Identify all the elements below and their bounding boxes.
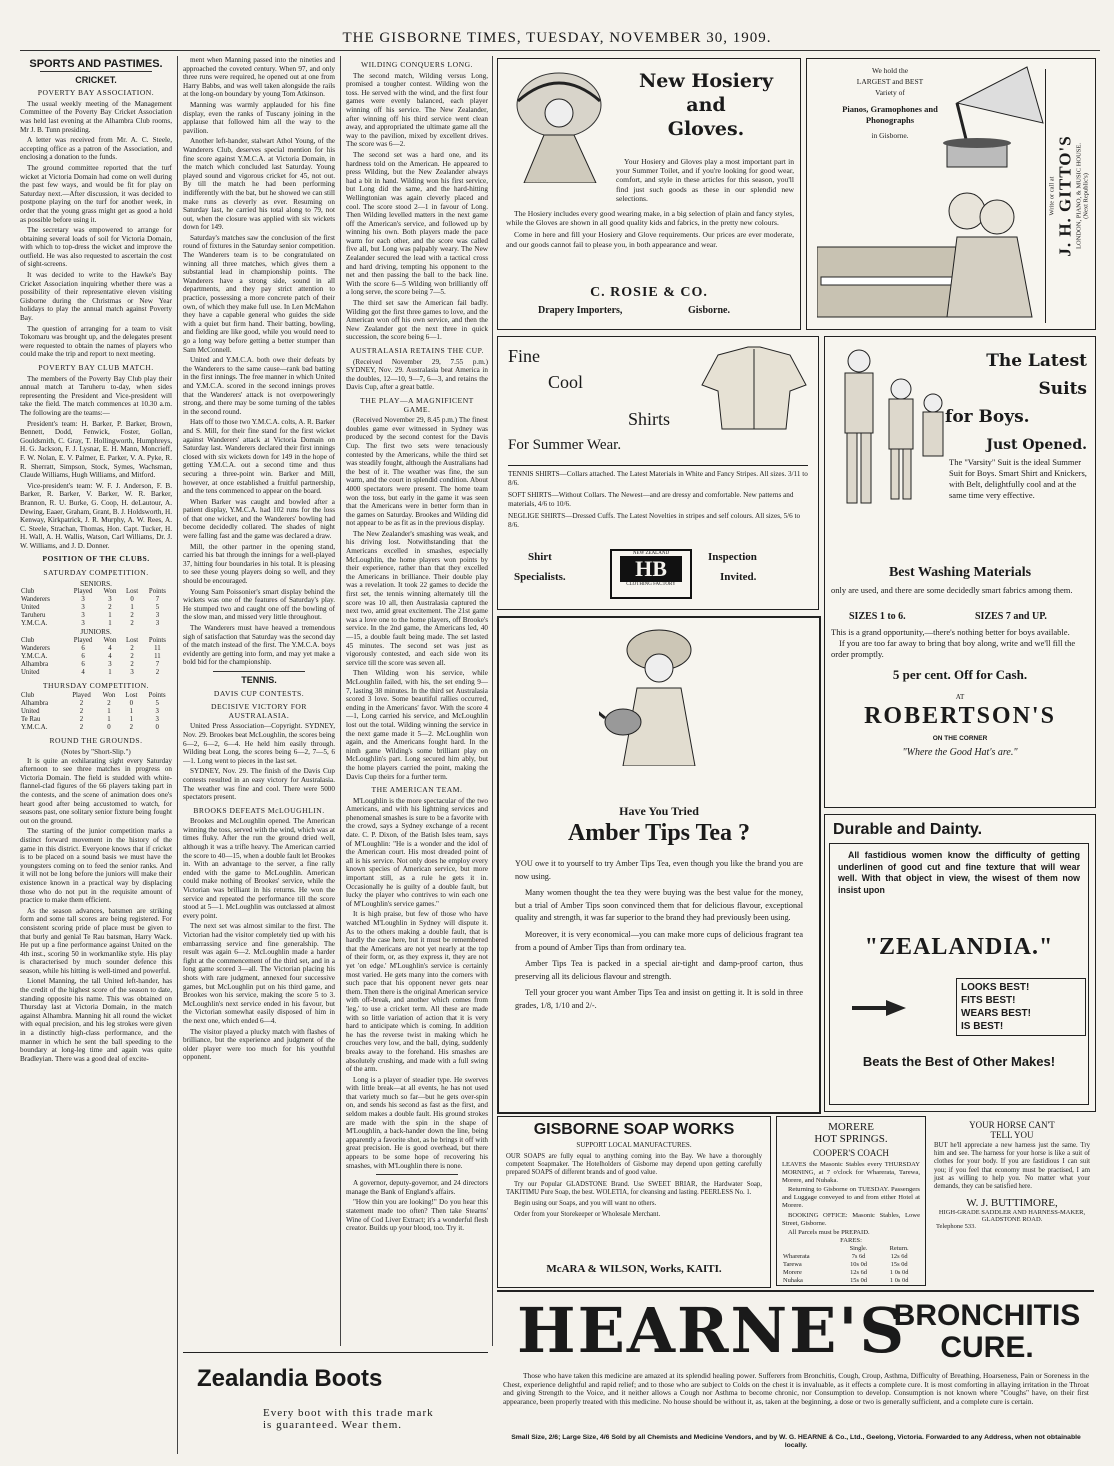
ad-text: BUT he'll appreciate a new harness just the same. Try him and see. The harness for your horse is like a suit of clothes for your body. If you are fastidious I can suit you; if you feel that economy must be practised, I am just as willing to help you. No matter what your demands, they can be satisfied here. bbox=[934, 1142, 1090, 1191]
ad-text: Your Hosiery and Gloves play a most important part in your Summer Toilet, and if you're looking for good wear, comfort, and style in these articles for this season, you'll find just such goods as these in our splendid new selections. bbox=[616, 157, 794, 203]
thursday-heading: THURSDAY COMPETITION. bbox=[42, 680, 150, 690]
ad-text: The Hosiery includes every good wearing make, in a big selection of plain and fancy styles, while the Gloves are shown in all good quality kids and fabrics, in the pretty new colours. bbox=[506, 209, 794, 228]
column-rule bbox=[177, 56, 178, 1454]
ad-title: Amber Tips Tea ? bbox=[567, 820, 751, 846]
ad-title: Durable and Dainty. bbox=[833, 821, 983, 838]
ad-text: 5 per cent. Off for Cash. bbox=[892, 667, 1028, 682]
table-header-row bbox=[782, 1245, 920, 1253]
table-cell: Alhambra bbox=[21, 700, 49, 708]
juniors-heading: JUNIORS. bbox=[80, 628, 112, 637]
table-header-cell: Lost bbox=[125, 692, 138, 700]
table-cell: 6 bbox=[81, 660, 85, 668]
ad-firm: McARA & WILSON, Works, KAITI. bbox=[546, 1263, 722, 1275]
ad-soap bbox=[497, 1116, 771, 1288]
column-2 bbox=[183, 56, 335, 1346]
table-cell: 3 bbox=[108, 660, 112, 668]
ad-text: Inspection bbox=[708, 551, 757, 563]
ad-text: LONDON, PIANO, & MUSIC HOUSE. bbox=[1075, 143, 1083, 249]
ad-text: YOU owe it to yourself to try Amber Tips Tea, even though you like the brand you are now using. bbox=[515, 859, 803, 881]
article-paragraph: "How thin you are looking!" Do you hear this statement made too often? Then take Stearns' Wine of Cod Liver Extract; it's a wonderful flesh creator. Builds up your blood, too. Try it. bbox=[346, 1198, 488, 1233]
table-cell: 4 bbox=[108, 644, 112, 652]
table-header-cell: Points bbox=[148, 588, 166, 596]
ad-text: IS BEST! bbox=[961, 1021, 1004, 1032]
table-cell: 0 bbox=[129, 700, 134, 708]
hosiery-lady-icon bbox=[504, 65, 614, 183]
table-row bbox=[20, 708, 172, 716]
article-paragraph: President's team: H. Barker, P. Barker, Brown, Bennett, Dodd, Fenwick, Foster, Gollan, Gouldsmith, C. Gray, T. Hollingworth, Humphreys, H. G. Jackson, F. J. Lysnar, E. H. Mann, Moncrieff, F. W. Nolan, E. V. Palmer, E. Parker, V. A. Pyke, R. R. Sherratt, Simpson, Stock, Symes, Wachsman, Claude Williams, Hugh Williams, and Mitford. bbox=[20, 419, 172, 480]
table-cell: 7s 6d bbox=[851, 1252, 866, 1260]
table-header-row bbox=[20, 637, 172, 645]
ad-text: FITS BEST! bbox=[961, 995, 1016, 1006]
ad-text: Specialists. bbox=[514, 571, 566, 583]
table-header-cell: Won bbox=[103, 588, 117, 596]
divider bbox=[213, 671, 305, 672]
ad-firm: W. J. BUTTIMORE, bbox=[966, 1197, 1058, 1210]
ad-text: LEAVES the Masonic Stables every THURSDAY MORNING, at 7 o'clock for Wharerata, Tarewa, Morere, and Nuhaka. bbox=[782, 1161, 920, 1184]
round-heading: ROUND THE GROUNDS. bbox=[49, 736, 143, 746]
davis-heading: DAVIS CUP CONTESTS. bbox=[213, 688, 305, 698]
table-cell: 2 bbox=[79, 716, 84, 724]
column-1 bbox=[20, 56, 172, 1454]
article-paragraph: The second match, Wilding versus Long, promised a tougher contest. Wilding won the toss. He served with the wind, and the first four games were evenly balanced, each player winning off his service. The New Zealander, after winning off his third service went clean away, and appropriated the ultimate game all the way to the pavilion, mixed by excellent drives. The score was 6—2. bbox=[346, 71, 488, 149]
table-cell: 15s 0d bbox=[850, 1276, 867, 1284]
ad-text: All Parcels must be PREPAID. bbox=[788, 1229, 870, 1237]
table-cell: 1 0s 0d bbox=[889, 1268, 909, 1276]
ad-title: Zealandia Boots bbox=[197, 1365, 383, 1392]
ad-text: Pianos, Gramophones and bbox=[842, 104, 938, 114]
table-row bbox=[20, 653, 172, 661]
table-cell: 12s 6d bbox=[890, 1252, 908, 1260]
ad-text: Phonographs bbox=[865, 115, 915, 125]
article-paragraph: ment when Manning passed into the nineties and approached the coveted century. When 97, and only three runs were required, he opened out at one from Harry Babbs, and was well taken alongside the rails at the long-on boundary by young Tom Atkinson. bbox=[183, 56, 335, 99]
logo-text: HB bbox=[620, 556, 682, 582]
ad-title: for Boys. bbox=[945, 407, 1030, 427]
article-paragraph: Brookes and McLoughlin opened. The American winning the toss, served with the wind, which was at times fluky. After the run the ground dried well, although it was a trifle heavy. The American carried the score to 40—15, when a double fault let Brookes in. With an advantage to the server, a fine rally ended with the game to McLoughlin. American could make nothing of Brookes' service, while the Victorian was brilliant in his returns. He won the service and repeated the performance till the score stood at 5—1. McLoughlin was outclassed at almost every point. bbox=[183, 817, 335, 920]
team-heading: THE AMERICAN TEAM. bbox=[371, 785, 463, 795]
table-row bbox=[20, 620, 172, 628]
article-paragraph: The secretary was empowered to arrange for obtaining several loads of soil for Victoria Domain, with which to top-dress the wicket and improve the outfield. He was also requested to ascertain the cost of sight-screens. bbox=[20, 226, 172, 269]
ad-gitto bbox=[806, 58, 1096, 330]
table-header-cell: Club bbox=[21, 692, 35, 700]
table-cell: 2 bbox=[130, 652, 134, 660]
table-cell: Tarewa bbox=[783, 1260, 802, 1268]
ad-title: Shirts bbox=[628, 409, 671, 429]
wilding-heading: WILDING CONQUERS LONG. bbox=[360, 60, 474, 69]
ad-text: Telephone 533. bbox=[936, 1223, 976, 1231]
ad-text: Try our Popular GLADSTONE Brand. Use SWEET BRIAR, the Hardwater Soap, TAKITIMU Pure Soap, the best. WOLETIA, for cleansing and lasting. PEERLESS No. 1. bbox=[506, 1180, 762, 1196]
table-cell: 2 bbox=[129, 724, 134, 732]
ad-text: SIZES 7 and UP. bbox=[975, 611, 1047, 622]
article-paragraph: United and Y.M.C.A. both owe their defeats by the Wanderers to the same cause—rank bad batting in the first innings. The free manner in which United and Y.M.C.A. scored in the second innings proves that the Wanderers' attack is not overpoweringly strong, and there may be some turning of the tables in the second round. bbox=[183, 356, 335, 416]
article-paragraph: It was decided to write to the Hawke's Bay Cricket Association inquiring whether there was a possibility of their representative eleven visiting Gisborne during the Christmas or New Year holidays to play the annual match against Poverty Bay. bbox=[20, 271, 172, 323]
ad-text: SOFT SHIRTS—Without Collars. The Newest—and are dressy and comfortable. New patterns and materials, 4/6 to 10/6. bbox=[508, 491, 794, 508]
ad-hosiery bbox=[497, 58, 801, 330]
table-row bbox=[20, 596, 172, 604]
table-cell: 2 bbox=[130, 660, 134, 668]
ad-text: Come in here and fill your Hosiery and Glove requirements. Our prices are ever moderate, and our goods cannot fail to please you, in both appearance and wear. bbox=[506, 230, 794, 249]
article-paragraph: The New Zealander's smashing was weak, and his driving lost. Notwithstanding that the Americans excelled in smashes, especially McLoughlin, the home players won points by their experience, rather than that they excelled the Americans in brilliance. Their double play was a revelation. It took 22 games to decide the first set, the tennis winning alternately till the score was 10 all, then Australasia captured the next two, amid great excitement. The 21st game was a love one to the home players, off Brooke's service. In the 2nd game, the Americans led, 40—15, a double fault being made. The set lasted 45 minutes. The second set was just as vigorously contested, and each side won its service till the score was seven all. bbox=[346, 529, 488, 667]
ad-text: NEGLIGE SHIRTS—Dressed Cuffs. The Latest Novelties in stripes and self colours. All sizes, 5/6 to 8/6. bbox=[508, 512, 801, 529]
table-row bbox=[782, 1253, 920, 1261]
australasia-heading: AUSTRALASIA RETAINS THE CUP. bbox=[350, 346, 484, 355]
tennis-heading: TENNIS. bbox=[241, 674, 277, 685]
table-cell: 3 bbox=[155, 620, 160, 628]
ad-heading: TELL YOU bbox=[990, 1130, 1034, 1140]
table-cell: 5 bbox=[155, 604, 160, 612]
ad-text: SUPPORT LOCAL MANUFACTURES. bbox=[576, 1141, 692, 1149]
table-cell: United bbox=[21, 668, 40, 676]
table-header-cell: Lost bbox=[126, 588, 139, 596]
article-paragraph: The members of the Poverty Bay Club play their annual match at Taruheru to-day, when sides representing the President and Vice-president will take the field. The match commences at 10.30 a.m. The following are the teams:— bbox=[20, 374, 172, 417]
article-paragraph: SYDNEY, Nov. 29. The finish of the Davis Cup contests resulted in an easy victory for Australasia. The weather was fine and cool. There were 5000 spectators present. bbox=[183, 767, 335, 802]
piano-couple-icon bbox=[817, 177, 1041, 323]
table-cell: 0 bbox=[155, 724, 159, 732]
brookes-heading: BROOKS DEFEATS McLOUGHLIN. bbox=[193, 805, 325, 815]
article-paragraph: Mill, the other partner in the opening stand, carried his bat through the innings for a well-played 37, hitting four boundaries in his total. It is pleasing to see these young players doing so well, and they should be encouraged. bbox=[183, 542, 335, 586]
table-cell: 5 bbox=[155, 700, 159, 708]
article-paragraph: A letter was received from Mr. A. C. Steele, accepting office as a patron of the Association, and enclosing a donation to the funds. bbox=[20, 136, 172, 162]
article-paragraph: Hats off to those two Y.M.C.A. colts, A. R. Barker and S. Mill, for their fine stand for the first wicket against Wanderers' attack at Victoria Domain on Saturday last. Wanderers declared their first innings closed with six wickets down for 149 in the hope of getting Y.M.C.A. out a second time and thus securing a three-point win. Barker and Mill, however, at once established a fruitful partnership, and the tens commenced to appear on the board. bbox=[183, 418, 335, 496]
ad-text: Tell your grocer you want Amber Tips Tea and insist on getting it. It is sold in three grades, 1/8, 1/10 and 2/-. bbox=[515, 988, 803, 1010]
table-cell: 3 bbox=[155, 708, 159, 716]
table-cell: 1 0s 0d bbox=[889, 1276, 909, 1284]
ad-text: Small Size, 2/6; Large Size, 4/6 Sold by all Chemists and Medicine Vendors, and by W. G. HEARNE & Co., Ltd., Geelong, Victoria. Forwarded to any Address, when not obtainable locally. bbox=[511, 1434, 1081, 1449]
pbc-heading: POVERTY BAY CLUB MATCH. bbox=[38, 363, 154, 372]
table-cell: 6 bbox=[81, 644, 85, 652]
ad-text: Returning to Gisborne on TUESDAY. Passengers and Luggage conveyed to and from either Hotel at Morere. bbox=[782, 1186, 920, 1209]
table-cell: Alhambra bbox=[21, 660, 49, 668]
article-paragraph: The next set was almost similar to the first. The Victorian had the visitor completely tied up with his embarrassing service and fine generalship. The result was again 6—2. McLoughlin made a harder fight at the commencement of the third set, and in a long game scored 3—all. The Victorian placing his shots with rare judgment, annexed four successive games, but McLoughlin put on his third game, and Brookes won his service, making the score 5 to 3. McLoughlin's next service ended in his favour, but the Victorian somewhat easily disposed of him in the next one, which ended 6—4. bbox=[183, 922, 335, 1025]
table-header-cell: Points bbox=[148, 636, 166, 644]
table-cell: 1 bbox=[130, 604, 134, 612]
logo-text: CLOTHING FACTORY bbox=[626, 582, 676, 587]
table-cell: Y.M.C.A. bbox=[21, 652, 48, 660]
table-header-cell bbox=[782, 1245, 839, 1253]
table-cell: 3 bbox=[108, 596, 112, 604]
table-cell: 1 bbox=[108, 668, 112, 676]
ad-text: BOOKING OFFICE: Masonic Stables, Lowe Street, Gisborne. bbox=[782, 1211, 920, 1227]
table-row bbox=[20, 661, 172, 669]
ad-title: Just Opened. bbox=[986, 437, 1087, 453]
table-cell: 7 bbox=[155, 660, 160, 668]
ad-heading: COOPER'S COACH bbox=[813, 1148, 889, 1158]
divider bbox=[40, 71, 152, 72]
table-cell: 3 bbox=[130, 668, 134, 676]
ad-text: Many women thought the tea they were buying was the best value for the money, but a trial of Amber Tips soon convinced them that for delicious flavour, exceptional quality and strength, it was far superior to the brand they had previously been using. bbox=[515, 888, 803, 923]
table-header-cell: Lost bbox=[126, 636, 139, 644]
thursday-table bbox=[20, 692, 172, 732]
table-header-cell: Club bbox=[21, 636, 35, 644]
table-header-cell: Won bbox=[103, 636, 117, 644]
ad-text: HIGH-GRADE SADDLER AND HARNESS-MAKER, bbox=[938, 1209, 1086, 1217]
table-row bbox=[20, 669, 172, 677]
ad-text: AT bbox=[955, 693, 965, 701]
column-rule bbox=[340, 56, 341, 1346]
ad-text: Write or call at bbox=[1048, 176, 1056, 216]
article-paragraph: Manning was warmly applauded for his fine display, even the ranks of Tuscany joining in the applause that followed him all the way to the pavilion. bbox=[183, 100, 335, 135]
ad-text: Begin using our Soaps, and you will want no others. bbox=[514, 1200, 657, 1208]
article-paragraph: As the season advances, batsmen are striking form and some tall scores are being registered. For consistent scoring pride of place must be given to that burly and genial Te Rau batsman, Harry Wack. He put up a fine performance against United on the 4th inst., scoring 50 in workmanlike style. His play is characterised by much sounder defence this season, while his hitting is well-timed and powerful. bbox=[20, 906, 172, 975]
table-cell: 15s 0d bbox=[890, 1260, 908, 1268]
table-cell: Nuhaka bbox=[783, 1276, 803, 1284]
table-cell: 2 bbox=[79, 708, 84, 716]
table-cell: 2 bbox=[130, 620, 134, 628]
ad-text: is guaranteed. Wear them. bbox=[263, 1419, 403, 1431]
saturday-heading: SATURDAY COMPETITION. bbox=[43, 568, 149, 578]
ad-title: The Latest Suits bbox=[986, 351, 1087, 399]
ad-text: Those who have taken this medicine are amazed at its splendid healing power. Sufferers from Bronchitis, Cough, Croup, Asthma, Difficulty of Breathing, Hoarseness, Pain or Soreness in the Chest, experience delightful and rapid relief; and to those who are subject to Colds on the chest it is invaluable, as it effects a complete cure. It is most comforting in allaying irritation in the Throat and giving Strength to the Voice, and it neither allows a Cough nor Asthma to become chronic, nor Consumption to develop. Consumption is not known where "Coughs" have, on their first appearance, been properly treated with this medicine. No house should be without it, as, taken at the beginning, a dose or two is generally sufficient, and a complete cure is certain. bbox=[503, 1371, 1089, 1406]
ad-firm: ROBERTSON'S bbox=[864, 703, 1056, 729]
table-header-row bbox=[20, 692, 172, 700]
table-cell: Taruheru bbox=[21, 612, 46, 620]
ad-title: CURE. bbox=[940, 1331, 1034, 1364]
table-cell: Wanderers bbox=[21, 644, 50, 652]
table-cell: Y.M.C.A. bbox=[21, 620, 48, 628]
table-cell: 3 bbox=[81, 596, 85, 604]
table-header-cell: Played bbox=[73, 588, 93, 596]
table-cell: Y.M.C.A. bbox=[21, 724, 48, 732]
table-header-cell: Played bbox=[73, 636, 93, 644]
ad-text: Order from your Storekeeper or Wholesale Merchant. bbox=[514, 1211, 661, 1219]
ad-text: Variety of bbox=[875, 88, 905, 97]
ad-footer: Gisborne. bbox=[688, 305, 730, 316]
ad-heading: YOUR HORSE CAN'T bbox=[969, 1120, 1055, 1130]
article-paragraph: It is high praise, but few of those who have watched M'Loughlin in Sydney will dispute it. As to the others making a double fault, that is hardly the case here, but it must be remembered that the Americans are not yet nearly at the top of their form, or, as they express it, they are not yet 'on edge.' M'Loughlin's service is certainly most varied. He gets many into the corners with such pace that his opponent never gets near them. Then there is the original American service with off-break, and another which comes from 'leg,' to use a cricket term. All these are made with so little variation of action that it is very hard to anticipate which is coming. In addition he has the reverse twist in making which he crouches very low, and the ball, dying, suddenly breaks away to the forehand. His smashes are absolutely crushing, and made with a full swing of the arm. bbox=[346, 910, 488, 1074]
table-cell: 3 bbox=[155, 716, 159, 724]
table-row bbox=[20, 716, 172, 724]
table-row bbox=[20, 604, 172, 612]
seniors-table bbox=[20, 588, 172, 628]
table-cell: 2 bbox=[107, 700, 111, 708]
article-paragraph: A governor, deputy-governor, and 24 directors manage the Bank of England's affairs. bbox=[346, 1179, 488, 1196]
ad-text: SIZES 1 to 6. bbox=[849, 611, 906, 622]
table-header-cell: Played bbox=[72, 692, 91, 700]
ad-footer: Drapery Importers, bbox=[538, 305, 623, 316]
table-cell: 12s 6d bbox=[850, 1268, 867, 1276]
ad-firm: C. ROSIE & CO. bbox=[590, 285, 708, 300]
column-3 bbox=[346, 56, 488, 1346]
ad-title: and bbox=[686, 94, 726, 116]
gitto-side-panel bbox=[1045, 69, 1092, 323]
table-cell: United bbox=[21, 708, 40, 716]
table-cell: 7 bbox=[155, 596, 160, 604]
section-heading: SPORTS AND PASTIMES. bbox=[29, 58, 163, 70]
table-cell: 3 bbox=[81, 620, 85, 628]
table-header-cell: Points bbox=[148, 692, 166, 700]
ad-text: Beats the Best of Other Makes! bbox=[862, 1054, 1056, 1069]
ad-heading: Best Washing Materials bbox=[888, 565, 1032, 580]
ad-text: (Next Republic's) bbox=[1082, 173, 1090, 219]
ad-text: LOOKS BEST! bbox=[961, 982, 1030, 993]
ad-title: HEARNE'S bbox=[517, 1294, 907, 1367]
table-cell: 4 bbox=[108, 652, 112, 660]
article-paragraph: The usual weekly meeting of the Management Committee of the Poverty Bay Cricket Association was held last evening at the Alhambra Club rooms, Mr J. B. Tunn presiding. bbox=[20, 99, 172, 134]
masthead-rule bbox=[20, 50, 1100, 51]
ad-heading: Have You Tried bbox=[619, 804, 699, 818]
article-paragraph: The ground committee reported that the turf wicket at Victoria Domain had come on well during the past few ways, and would be fit for play on Saturday next.—After discussion, it was decided to postpone playing on the turf for another week, in order that the young grass might get as good a hold as possible before using it. bbox=[20, 163, 172, 224]
table-cell: United bbox=[21, 604, 40, 612]
table-cell: 2 bbox=[130, 612, 134, 620]
ad-zealandia bbox=[824, 814, 1096, 1112]
ad-text: This is a grand opportunity,—there's nothing better for boys available. bbox=[831, 627, 1070, 637]
ad-text: WEARS BEST! bbox=[961, 1008, 1031, 1019]
ad-text: TENNIS SHIRTS—Collars attached. The Latest Materials in White and Fancy Stripes. All sizes. 3/11 to 8/6. bbox=[508, 470, 808, 487]
teapot-lady-icon bbox=[599, 626, 719, 766]
ad-text: If you are too far away to bring that boy along, write and we'll fill the order promptly. bbox=[831, 638, 1076, 659]
table-row bbox=[782, 1261, 920, 1269]
table-cell: 2 bbox=[108, 604, 112, 612]
ad-text: Shirt bbox=[528, 551, 552, 563]
ad-title: Fine bbox=[508, 346, 541, 366]
table-cell: 3 bbox=[81, 604, 85, 612]
table-cell: 11 bbox=[154, 644, 161, 652]
table-cell: Wanderers bbox=[21, 596, 50, 604]
fares-heading: FARES: bbox=[840, 1237, 862, 1245]
article-paragraph: It is quite an exhilarating sight every Saturday afternoon to see three matches in progress on Victoria Domain. The field is studded with white-flannel-clad figures of the 66 players taking part in the contests, and the scene of animation does one's heart good after being accustomed to watch, for seasons past, one solitary senior fixture being fought out on the ground. bbox=[20, 756, 172, 825]
table-cell: Te Rau bbox=[21, 716, 41, 724]
table-header-cell: Club bbox=[21, 588, 35, 596]
table-row bbox=[20, 645, 172, 653]
ad-title: Gloves. bbox=[667, 118, 745, 140]
article-paragraph: When Barker was caught and bowled after a patient display, Y.M.C.A. had 102 runs for the loss of that one wicket, and the Wanderers' bowling had become decidedly collared. The shades of night were falling fast and the game was declared a draw. bbox=[183, 497, 335, 541]
juniors-table bbox=[20, 637, 172, 677]
ad-text: Every boot with this trade mark bbox=[263, 1407, 434, 1419]
ad-text: Moreover, it is very economical—you can make more cups of delicious fragrant tea from a pound of Amber Tips than from ordinary tea. bbox=[515, 929, 803, 952]
article-paragraph: The question of arranging for a team to visit Tokomaru was brought up, and the delegates present were requested to obtain the names of players who could make the trip and report to next meeting. bbox=[20, 324, 172, 359]
table-row bbox=[20, 724, 172, 732]
article-paragraph: Lionel Manning, the tall United left-hander, has the credit of the highest score of the season to date, standing opposite his name. This was obtained on Thursday last at Victoria Domain, in the match against Alhambra. Manning hit all round the wicket with equal precision, and his leg strokes were given in a distinctly high-class performance, and the manner in which he sent the ball speeding to the boundary at long-leg time and again was quite Bradleyian. There was a good deal of excite- bbox=[20, 977, 172, 1063]
table-row bbox=[782, 1277, 920, 1285]
table-cell: Morere bbox=[783, 1268, 802, 1276]
ad-text: Amber Tips Tea is packed in a special air-tight and damp-proof carton, thus preserving all its delicious flavour and strength. bbox=[515, 959, 803, 981]
play-heading: THE PLAY—A MAGNIFICENT GAME. bbox=[360, 395, 474, 414]
table-cell: 3 bbox=[81, 612, 85, 620]
table-cell: 1 bbox=[129, 708, 134, 716]
table-cell: 1 bbox=[107, 716, 111, 724]
boys-suits-icon bbox=[829, 343, 949, 513]
ad-hearne bbox=[497, 1290, 1094, 1456]
pointing-hand-icon bbox=[850, 994, 910, 1022]
table-cell: Wharerata bbox=[783, 1252, 810, 1260]
fares-table bbox=[782, 1245, 920, 1285]
table-cell: 2 bbox=[79, 700, 84, 708]
ad-morere bbox=[776, 1116, 926, 1286]
masthead-title: THE GISBORNE TIMES, TUESDAY, NOVEMBER 30, 1909. bbox=[342, 30, 772, 46]
article-paragraph: Another left-hander, stalwart Athol Young, of the Wanderers Club, deserves special mention for his fine score against Y.M.C.A. at Victoria Domain, in the match which concluded last Saturday. Young played sound and vigorous cricket for 45, not out. By till the match he had been performing indifferently with the bat, but he showed we can still make runs as cleverly as ever. Resuming on Saturday last, he carried his total along to 79, not out, when the closure was applied with six wickets down for 149. bbox=[183, 137, 335, 232]
hb-logo-icon bbox=[610, 549, 692, 599]
position-heading: POSITION OF THE CLUBS. bbox=[42, 554, 150, 564]
table-cell: 0 bbox=[107, 724, 111, 732]
ad-title: New Hosiery bbox=[638, 70, 774, 92]
article-paragraph: Saturday's matches saw the conclusion of the first round of fixtures in the Saturday senior competition. The Wanderers team is to be congratulated on winning all three matches, which gives them a substantial lead in championship points. The Wanderers have a strong side, sound in all departments, and they pay strict attention to practice, possessing a more concrete patch of their own, of which they make full use. In Len McMahon they have a capable general who guides the side with a quiet but firm hand. Their batting, bowling, and fielding are like good, while you would need to go a long way before getting a better stumper than Sam McConnell. bbox=[183, 233, 335, 354]
shirt-icon bbox=[698, 345, 810, 431]
table-row bbox=[782, 1269, 920, 1277]
article-paragraph: The third set saw the American fail badly. Wilding got the first three games to love, and the American won off his own service, and then the New Zealander got the next three in quick succession, the score being 6—1. bbox=[346, 299, 488, 342]
seniors-heading: SENIORS. bbox=[80, 579, 112, 588]
ad-title: Cool bbox=[548, 372, 584, 392]
ad-title: GISBORNE SOAP WORKS bbox=[533, 1121, 735, 1138]
article-paragraph: Vice-president's team: W. F. J. Anderson, F. B. Barker, R. Barker, V. Barker, W. R. Barker, Brannon, R. U. Burke, G. Coop, H. deLautour, A. Dewing, Eaaer, Graham, Grant, B. J. Holdsworth, H. Kenway, Kirkpatrick, J. R. Murphy, A. W. Rees, A. C. Steele, Strachan, Thomas, Hon. Capt. Tucker, H. H. Wall, A. H. Wallis, Watson, Carl Williams, Dr. J. W. Williams, and J. D. Donner. bbox=[20, 481, 172, 550]
article-paragraph: The visitor played a plucky match with flashes of brilliance, but the experience and judgment of the older player were too much for his youthful opponent. bbox=[183, 1027, 335, 1062]
ad-text: Invited. bbox=[720, 571, 757, 583]
ad-title: MORERE bbox=[828, 1121, 874, 1133]
gramophone-icon bbox=[927, 63, 1047, 173]
ad-text: All fastidious women know the difficulty of getting underlinen of good cut and fine texture that will wear well. With that object in view, the wisest of them now insist upon bbox=[838, 850, 1080, 895]
ad-text: ON THE CORNER bbox=[932, 735, 988, 742]
ad-text: "Where the Good Hat's are." bbox=[902, 747, 1018, 758]
table-cell: 1 bbox=[107, 708, 111, 716]
ad-title: BRONCHITIS bbox=[893, 1299, 1081, 1332]
ad-firm: J. H. GITTO'S bbox=[1055, 135, 1075, 257]
article-paragraph: M'Loughlin is the more spectacular of the two Americans, and with his lightning services and phenomenal smashes is sure to be a favorite with the crowd, says a Sydney exchange of a recent date. C. P. Dixon, of the Batish Isles team, says of M'Loughlin: "He is a wonder and the idol of the American court. His most dreaded point of all is his service. Not only does he employ every known species of American service, but more important still, as a rule he gets it in. Occasionally he is guilty of a double fault, but lucky the player who contrives to win each one of M'Loughlin's service games." bbox=[346, 796, 488, 908]
ad-zealandia-boots bbox=[183, 1352, 488, 1453]
ad-buttimore bbox=[930, 1116, 1094, 1284]
ad-suits bbox=[824, 336, 1096, 808]
table-header-cell: Single. bbox=[849, 1244, 868, 1252]
ad-title: For Summer Wear. bbox=[508, 437, 622, 453]
cricket-heading: CRICKET. bbox=[75, 74, 117, 85]
table-cell: 1 bbox=[108, 620, 112, 628]
table-cell: 2 bbox=[79, 724, 84, 732]
table-row bbox=[20, 700, 172, 708]
ad-text: in Gisborne. bbox=[871, 131, 909, 140]
table-row bbox=[20, 612, 172, 620]
table-header-row bbox=[20, 588, 172, 596]
table-cell: 10s 0d bbox=[850, 1260, 867, 1268]
table-cell: 4 bbox=[81, 668, 85, 676]
article-paragraph: Long is a player of steadier type. He swerves with little break—at all events, he has not used that variety much so far—but he gets over-spin on, and sends his second as fast as the first, and seldom makes a double fault. His ground strokes are made with the spin in the shape of M'Loughlin, a back-hander down the line, being apparently a favorite shot, as he brings it off with great precision. He is good overhead, but there appears to be some hope of recovering his smashes, with M'Loughlin there is none. bbox=[346, 1075, 488, 1170]
article-paragraph: The second set was a hard one, and its hardness told on the American. He appeared to press Wilding, but the New Zealander always had a bit in hand. Wilding won his first service, but Long did the same, and the hard-hitting Wellingtonian was again cleverly placed and cool. The score stood 2—1 in favour of Long. Then Wilding levelled matters in the next game off the American's service, and followed up by winning his own. Both players made the pace warm for each other, and the score was called five all, but Long was palpably weary. The New Zealander secured the lead with a tactical cross and hard driving, tempting his opponent to the net and then passing the ball to the back line. With the score 6—5 Wilding won brilliantly off a long serve, the score being 7—5. bbox=[346, 150, 488, 297]
article-paragraph: (Received November 29, 7.55 p.m.) SYDNEY, Nov. 29. Australasia beat America in the doubles, 12—10, 9—7, 6—3, and retains the Davis Cup, after a great battle. bbox=[346, 357, 488, 392]
table-cell: 11 bbox=[154, 652, 161, 660]
table-cell: 2 bbox=[130, 644, 134, 652]
table-cell: 3 bbox=[155, 612, 160, 620]
table-header-cell: Won bbox=[102, 692, 116, 700]
divider bbox=[376, 1174, 458, 1175]
round-byline: (Notes by "Short-Slip.") bbox=[61, 748, 131, 757]
table-cell: 1 bbox=[129, 716, 134, 724]
article-paragraph: The starting of the junior competition marks a distinct forward movement in the history of the game in this district. Everyone knows that if cricket is to be placed on a sound basis we must have the youngsters coming on to feed the senior ranks. And it will not be long before the juniors will make their existence known in a practical way by displacing those who do not put in the requisite amount of practice to make them efficient. bbox=[20, 827, 172, 905]
article-paragraph: Then Wilding won his service, while McLoughlin failed, with his, the set ending 9—7, lasting 38 minutes. In the third set Australasia scored 3 love. Some beautiful rallies occurred, ending in the Americans' favor. With the score 4—1, Long carried his service, and McLoughlin lost out the total. Wilding winning the service in the next game made it 5—2. McLoughlin won again, and the Americans fought hard. In the ninth game Wilding's some brilliant play on McLoughlin's part. Long secured him ably, but the home players carried the point, making the Davis Cup theirs for a further term. bbox=[346, 669, 488, 781]
logo-text: NEW ZEALAND bbox=[632, 551, 670, 556]
article-paragraph: The Wanderers must have heaved a tremendous sigh of satisfaction that Saturday was the second day of the match instead of the first. The Y.M.C.A. boys evidently are getting into form, and may yet make a bold bid for the championship. bbox=[183, 624, 335, 667]
article-paragraph: Young Sam Poissonier's smart display behind the wickets was one of the features of Saturday's play. He stumped two and caught one off the bowling of the slow man, and missed very little throughout. bbox=[183, 587, 335, 622]
ad-text: OUR SOAPS are fully equal to anything coming into the Bay. We have a thoroughly competent Soapmaker. The Hotelholders of Gisborne may depend upon getting carefully prepared SOAPS of different brands and of good value. bbox=[506, 1153, 762, 1177]
ad-text: LARGEST and BEST bbox=[856, 77, 924, 86]
ad-text: We hold the bbox=[871, 66, 909, 75]
ad-amber-tips bbox=[497, 616, 821, 1114]
ad-text: only are used, and there are some decidedly smart fabrics among them. bbox=[831, 585, 1073, 595]
ad-title: HOT SPRINGS. bbox=[814, 1133, 888, 1145]
ad-text: GLADSTONE ROAD. bbox=[981, 1216, 1043, 1224]
article-paragraph: (Received November 29, 8.45 p.m.) The finest doubles game ever witnessed in Sydney was produced by the second contest for the Davis Cup. The first two sets were tenaciously contested by the Americans, while the third set was steadily fought, although the Australians had the best of it. The weather was fine, the sun warm, and the court in splendid condition. About 4000 spectators were present. The home team won the toss, but early in the game it was seen that the Americans were in better form than in the games on Saturday. Brookes and Wilding did not appear to be as fit as in the previous display. bbox=[346, 416, 488, 528]
ad-shirts bbox=[497, 336, 819, 610]
table-cell: 6 bbox=[81, 652, 85, 660]
column-rule bbox=[492, 56, 493, 1346]
table-header-cell: Return. bbox=[889, 1244, 909, 1252]
table-cell: 1 bbox=[108, 612, 112, 620]
table-cell: 0 bbox=[130, 596, 134, 604]
article-paragraph: United Press Association—Copyright. SYDNEY, Nov. 29. Brookes beat McLoughlin, the scores being 6—2, 6—2, 6—4. He held him easily through. Wilding beat Long, the scores being 6—2, 7—5, 6—1. Long went to pieces in the last set. bbox=[183, 722, 335, 765]
ad-firm: "ZEALANDIA." bbox=[864, 934, 1054, 960]
table-cell: 2 bbox=[155, 668, 160, 676]
pba-heading: POVERTY BAY ASSOCIATION. bbox=[37, 88, 155, 98]
ad-text: The "Varsity" Suit is the ideal Summer Suit for Boys. Smart Shirt and Knickers, with Belt, delightfully cool and at the same time very effective. bbox=[949, 457, 1087, 500]
decisive-heading: DECISIVE VICTORY FOR AUSTRALASIA. bbox=[211, 702, 307, 720]
